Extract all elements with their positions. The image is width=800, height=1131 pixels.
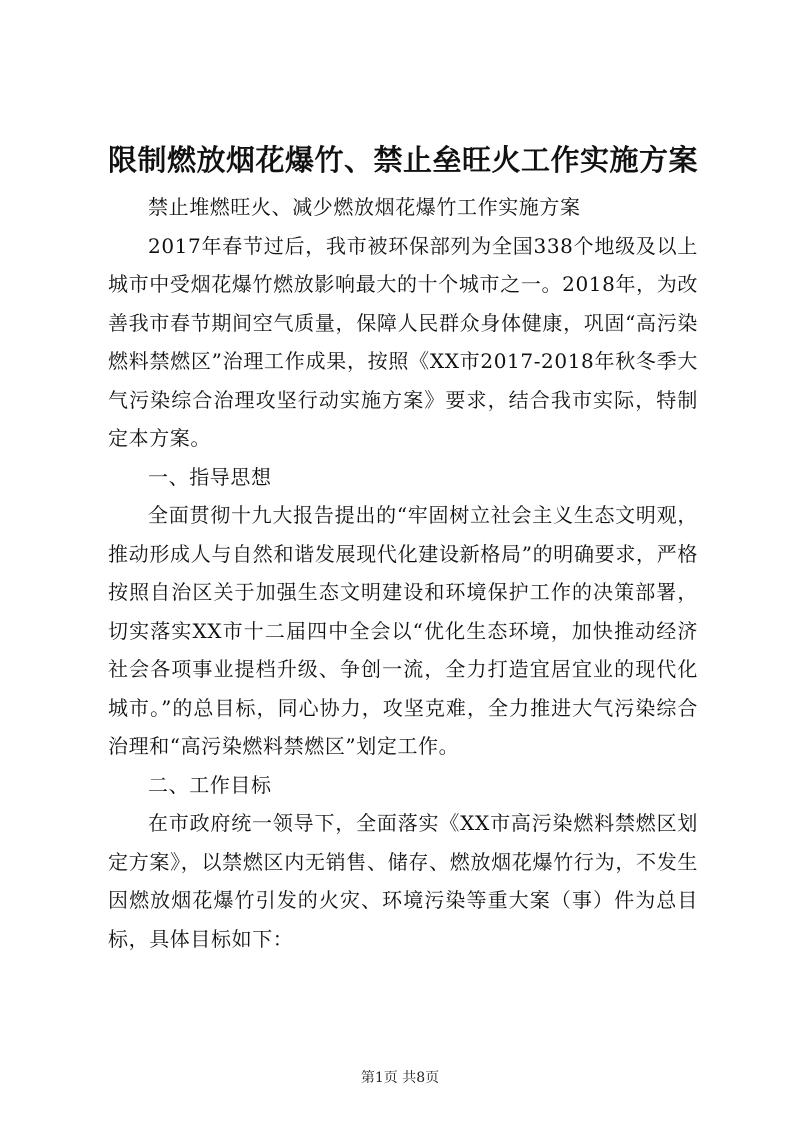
section-heading-work-goals: 二、工作目标 — [148, 772, 272, 797]
paragraph-intro: 2017年春节过后，我市被环保部列为全国338个地级及以上城市中受烟花爆竹燃放影响最大的十个城市之一。2018年，为改善我市春节期间空气质量，保障人民群众身体健康，巩固“高污染燃料禁燃区”治理工作成果，按照《XX市2017-2018年秋冬季大气污染综合治理攻坚行动实施方案》要求，结合我市实际，特制定本方案。 — [108, 233, 698, 450]
paragraph-guiding-ideology: 全面贯彻十九大报告提出的“牢固树立社会主义生态文明观，推动形成人与自然和谐发展现代化建设新格局”的明确要求，严格按照自治区关于加强生态文明建设和环境保护工作的决策部署，切实落实XX市十二届四中全会以“优化生态环境，加快推动经济社会各项事业提档升级、争创一流，全力打造宜居宜业的现代化城市。”的总目标，同心协力，攻坚克难，全力推进大气污染综合治理和“高污染燃料禁燃区”划定工作。 — [108, 503, 698, 758]
document-body — [108, 188, 698, 958]
section-heading-guiding-ideology: 一、指导思想 — [148, 464, 272, 489]
paragraph-work-goals: 在市政府统一领导下，全面落实《XX市高污染燃料禁燃区划定方案》，以禁燃区内无销售、储存、燃放烟花爆竹行为，不发生因燃放烟花爆竹引发的火灾、环境污染等重大案（事）件为总目标，具体目标如下： — [108, 811, 698, 951]
page-footer: 第1页 共8页 — [360, 1070, 440, 1086]
document-title: 限制燃放烟花爆竹、禁止垒旺火工作实施方案 — [108, 143, 699, 177]
document-subtitle: 禁止堆燃旺火、减少燃放烟花爆竹工作实施方案 — [148, 195, 581, 219]
